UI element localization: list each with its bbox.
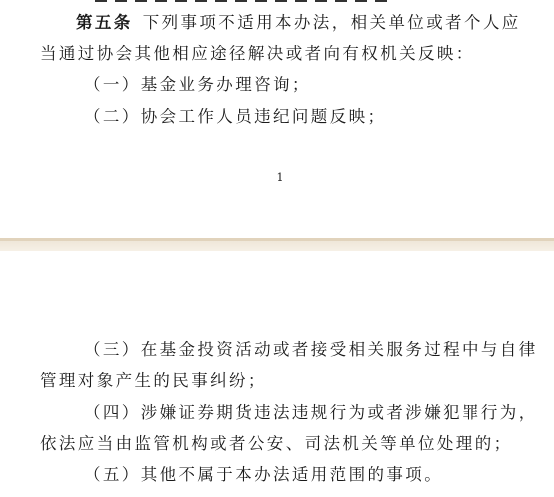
list-item-4-line-1: （四）涉嫌证券期货违法违规行为或者涉嫌犯罪行为， [84,403,538,422]
cropped-text-line [95,0,425,4]
list-item-2: （二）协会工作人员违纪问题反映； [84,107,387,126]
document-page-2 [0,251,554,497]
page-number: 1 [276,171,284,184]
list-item-5: （五）其他不属于本办法适用范围的事项。 [84,465,444,484]
page-separator [0,238,554,251]
list-item-3-line-2: 管理对象产生的民事纠纷； [40,371,267,390]
list-item-1: （一）基金业务办理咨询； [84,75,311,94]
article-5-line-1 [0,12,554,34]
list-item-4-line-2: 依法应当由监管机构或者公安、司法机关等单位处理的； [40,434,513,453]
article-5-line-2: 当通过协会其他相应途径解决或者向有权机关反映： [40,44,475,63]
article-text: 下列事项不适用本办法，相关单位或者个人应 [142,13,521,32]
document-page-1 [0,0,554,238]
list-item-3-line-1: （三）在基金投资活动或者接受相关服务过程中与自律 [84,340,538,359]
article-label: 第五条 [76,13,133,32]
